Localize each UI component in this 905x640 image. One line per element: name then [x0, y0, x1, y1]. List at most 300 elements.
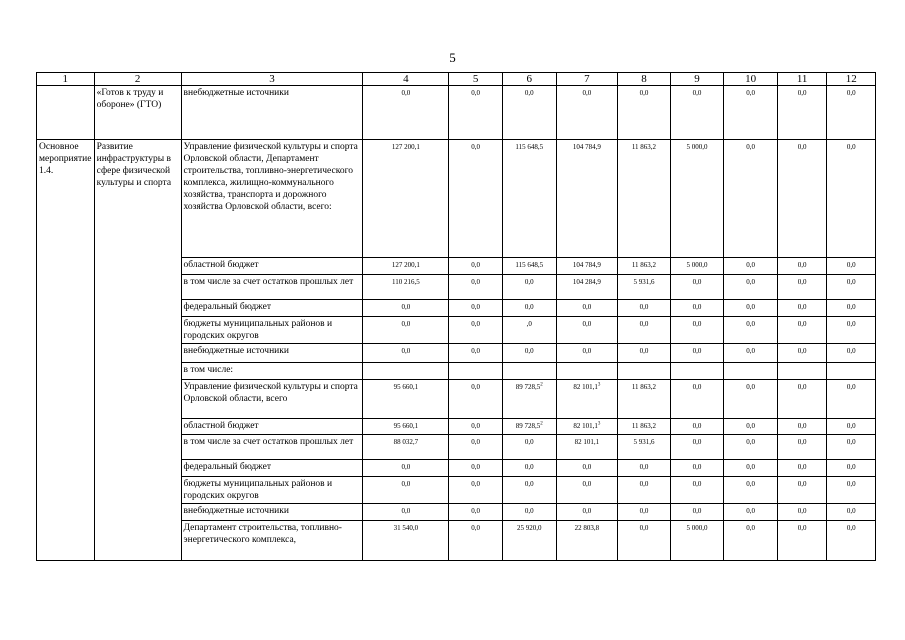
page-number: 5: [449, 50, 456, 65]
cell-amount: [363, 140, 449, 258]
column-header: 9: [670, 73, 724, 86]
amount-value: 0,0: [746, 422, 755, 430]
amount-value: 0,0: [582, 89, 592, 97]
amount-value: 0,0: [582, 463, 592, 471]
cell-amount: [502, 380, 556, 419]
cell-amount: [449, 258, 503, 275]
cell-amount: [363, 344, 449, 363]
cell-amount: [777, 477, 827, 504]
cell-amount: [556, 86, 618, 140]
cell-amount: [724, 258, 778, 275]
amount-value: 5 931,6: [633, 278, 655, 286]
amount-value: 0,0: [846, 480, 856, 488]
amount-value: 0,0: [797, 143, 807, 151]
cell-amount: [777, 435, 827, 460]
amount-value: 0,0: [471, 89, 481, 97]
amount-value: ,0: [526, 320, 532, 328]
amount-value: 0,0: [524, 480, 534, 488]
cell-amount: [363, 435, 449, 460]
amount-value: 0,0: [582, 480, 592, 488]
cell-amount: [670, 477, 724, 504]
cell-amount: [827, 460, 876, 477]
amount-value: 0,0: [746, 320, 755, 328]
amount-value: 31 540,0: [393, 524, 419, 532]
cell-amount: [363, 504, 449, 521]
amount-value: 5 000,0: [686, 524, 708, 532]
column-header: 12: [827, 73, 876, 86]
amount-value: 0,0: [797, 438, 807, 446]
cell-funding-source: в том числе:: [181, 363, 363, 380]
footnote-mark: 3: [597, 382, 601, 388]
cell-amount: [363, 380, 449, 419]
cell-amount: [449, 477, 503, 504]
cell-amount: [502, 521, 556, 561]
amount-value: 0,0: [639, 89, 649, 97]
footnote-mark: 2: [540, 421, 543, 427]
amount-value: 0,0: [797, 507, 807, 515]
cell-amount: [449, 300, 503, 317]
cell-amount: [502, 435, 556, 460]
cell-amount: [449, 363, 503, 380]
amount-value: 0,0: [639, 320, 649, 328]
amount-value: 0,0: [471, 480, 481, 488]
amount-value: 0,0: [797, 278, 807, 286]
amount-value: 0,0: [401, 89, 411, 97]
amount-value: 95 660,1: [393, 383, 419, 391]
amount-value: 11 863,2: [631, 383, 657, 391]
cell-amount: [827, 140, 876, 258]
cell-funding-source: в том числе за счет остатков прошлых лет: [181, 435, 363, 460]
amount-value: 0,0: [692, 480, 702, 488]
cell-amount: [827, 521, 876, 561]
cell-amount: [724, 275, 778, 300]
amount-value: 0,0: [582, 303, 592, 311]
amount-value: 25 920,0: [516, 524, 542, 532]
column-header: 11: [777, 73, 827, 86]
cell-amount: [724, 86, 778, 140]
cell-amount: [449, 344, 503, 363]
amount-value: 0,0: [846, 143, 856, 151]
amount-value: 82 101,1: [574, 438, 600, 446]
cell-amount: [777, 300, 827, 317]
amount-value: 0,0: [746, 524, 755, 532]
amount-value: 82 101,1: [573, 422, 598, 430]
cell-amount: [556, 460, 618, 477]
amount-value: 0,0: [692, 89, 702, 97]
cell-amount: [502, 317, 556, 344]
amount-value: 0,0: [471, 438, 481, 446]
cell-amount: [618, 504, 671, 521]
amount-value: 89 728,5: [515, 383, 541, 391]
cell-amount: [670, 317, 724, 344]
cell-amount: [618, 140, 671, 258]
amount-value: 0,0: [846, 507, 856, 515]
amount-value: 0,0: [746, 383, 755, 391]
amount-value: 0,0: [746, 347, 755, 355]
cell-amount: [363, 363, 449, 380]
amount-value: 0,0: [524, 303, 534, 311]
cell-amount: [449, 460, 503, 477]
cell-amount: [449, 504, 503, 521]
cell-amount: [670, 419, 724, 435]
cell-amount: [449, 380, 503, 419]
column-header: 2: [94, 73, 181, 86]
cell-amount: [777, 419, 827, 435]
amount-value: 0,0: [639, 303, 649, 311]
cell-amount: [502, 460, 556, 477]
column-header: 1: [37, 73, 95, 86]
cell-amount: [502, 363, 556, 380]
amount-value: 0,0: [797, 320, 807, 328]
cell-amount: [502, 86, 556, 140]
amount-value: 0,0: [692, 347, 702, 355]
cell-amount: [618, 317, 671, 344]
cell-amount: [618, 86, 671, 140]
cell-amount: [618, 363, 671, 380]
amount-value: 104 784,9: [572, 261, 601, 269]
amount-value: 0,0: [846, 463, 856, 471]
amount-value: 0,0: [639, 524, 649, 532]
cell-amount: [502, 258, 556, 275]
cell-amount: [724, 344, 778, 363]
cell-amount: [724, 419, 778, 435]
amount-value: 0,0: [846, 278, 856, 286]
cell-event-number: Основное мероприятие 1.4.: [37, 140, 95, 561]
amount-value: 0,0: [524, 278, 534, 286]
amount-value: 115 648,5: [515, 143, 544, 151]
amount-value: 0,0: [797, 89, 807, 97]
cell-amount: [724, 300, 778, 317]
cell-funding-source: внебюджетные источники: [181, 344, 363, 363]
cell-amount: [556, 317, 618, 344]
amount-value: 11 863,2: [631, 261, 657, 269]
column-header: 8: [618, 73, 671, 86]
amount-value: 127 200,1: [391, 261, 420, 269]
amount-value: 115 648,5: [515, 261, 544, 269]
cell-amount: [502, 504, 556, 521]
amount-value: 5 000,0: [686, 143, 708, 151]
column-header: 10: [724, 73, 778, 86]
amount-value: 0,0: [471, 383, 481, 391]
cell-amount: [556, 275, 618, 300]
amount-value: 22 803,8: [574, 524, 600, 532]
amount-value: 0,0: [797, 524, 807, 532]
cell-amount: [363, 317, 449, 344]
amount-value: 0,0: [524, 507, 534, 515]
cell-amount: [724, 363, 778, 380]
amount-value: 127 200,1: [391, 143, 420, 151]
amount-value: 0,0: [692, 507, 702, 515]
cell-amount: [670, 258, 724, 275]
cell-amount: [827, 504, 876, 521]
cell-amount: [777, 140, 827, 258]
cell-amount: [670, 275, 724, 300]
cell-amount: [363, 477, 449, 504]
cell-amount: [827, 419, 876, 435]
cell-amount: [670, 521, 724, 561]
cell-amount: [724, 140, 778, 258]
cell-amount: [618, 419, 671, 435]
cell-amount: [449, 419, 503, 435]
cell-amount: [777, 363, 827, 380]
cell-amount: [449, 275, 503, 300]
column-header: 4: [363, 73, 449, 86]
cell-amount: [556, 435, 618, 460]
amount-value: 95 660,1: [393, 422, 419, 430]
amount-value: 0,0: [524, 347, 534, 355]
cell-funding-source: бюджеты муниципальных районов и городских округов: [181, 317, 363, 344]
cell-amount: [777, 460, 827, 477]
amount-value: 0,0: [401, 320, 411, 328]
cell-amount: [502, 300, 556, 317]
amount-value: 0,0: [471, 524, 481, 532]
column-header: 5: [449, 73, 503, 86]
cell-amount: [724, 380, 778, 419]
amount-value: 0,0: [692, 422, 702, 430]
cell-amount: [618, 460, 671, 477]
cell-amount: [556, 521, 618, 561]
cell-amount: [777, 504, 827, 521]
cell-amount: [724, 504, 778, 521]
cell-amount: [724, 317, 778, 344]
amount-value: 0,0: [846, 524, 856, 532]
amount-value: 0,0: [471, 261, 481, 269]
cell-funding-source: областной бюджет: [181, 419, 363, 435]
amount-value: 0,0: [746, 480, 755, 488]
cell-funding-source: областной бюджет: [181, 258, 363, 275]
amount-value: 0,0: [471, 347, 481, 355]
amount-value: 0,0: [846, 438, 856, 446]
column-header: 6: [502, 73, 556, 86]
cell-amount: [724, 435, 778, 460]
amount-value: 0,0: [746, 463, 755, 471]
cell-event-number: [37, 86, 95, 140]
amount-value: 0,0: [797, 480, 807, 488]
cell-amount: [827, 275, 876, 300]
cell-amount: [502, 140, 556, 258]
footnote-mark: 2: [540, 382, 543, 388]
amount-value: 0,0: [746, 261, 755, 269]
amount-value: 0,0: [797, 303, 807, 311]
amount-value: 0,0: [524, 89, 534, 97]
column-number-row: [37, 73, 876, 86]
cell-amount: [502, 344, 556, 363]
amount-value: 0,0: [582, 507, 592, 515]
cell-funding-source: Департамент строительства, топливно-энергетического комплекса,: [181, 521, 363, 561]
cell-funding-source: федеральный бюджет: [181, 300, 363, 317]
cell-amount: [670, 344, 724, 363]
amount-value: 0,0: [746, 278, 755, 286]
cell-amount: [670, 380, 724, 419]
cell-amount: [670, 140, 724, 258]
cell-event-name: «Готов к труду и обороне» (ГТО): [94, 86, 181, 140]
cell-amount: [670, 460, 724, 477]
cell-amount: [827, 258, 876, 275]
amount-value: 0,0: [797, 261, 807, 269]
amount-value: 0,0: [797, 383, 807, 391]
cell-amount: [724, 521, 778, 561]
amount-value: 0,0: [746, 143, 755, 151]
cell-amount: [363, 521, 449, 561]
cell-amount: [670, 504, 724, 521]
amount-value: 0,0: [746, 89, 755, 97]
footnote-mark: 3: [597, 421, 601, 427]
amount-value: 0,0: [797, 463, 807, 471]
cell-amount: [827, 363, 876, 380]
cell-amount: [449, 435, 503, 460]
cell-amount: [827, 435, 876, 460]
amount-value: 0,0: [471, 463, 481, 471]
cell-amount: [777, 275, 827, 300]
cell-amount: [724, 477, 778, 504]
amount-value: 0,0: [401, 347, 411, 355]
cell-amount: [556, 140, 618, 258]
amount-value: 0,0: [639, 480, 649, 488]
amount-value: 0,0: [692, 438, 702, 446]
amount-value: 0,0: [846, 303, 856, 311]
amount-value: 0,0: [471, 278, 481, 286]
cell-amount: [449, 140, 503, 258]
cell-amount: [827, 380, 876, 419]
cell-amount: [777, 521, 827, 561]
cell-amount: [618, 344, 671, 363]
amount-value: 0,0: [639, 347, 649, 355]
amount-value: 0,0: [401, 480, 411, 488]
cell-funding-source: Управление физической культуры и спорта Орловской области, Департамент строительства, топливно-энергетического комплекса, жилищно-коммунального хозяйства, транспорта и дорожного хозяйства Орловской области, всего:: [181, 140, 363, 258]
cell-amount: [827, 477, 876, 504]
amount-value: 0,0: [746, 507, 755, 515]
cell-amount: [502, 275, 556, 300]
amount-value: 0,0: [846, 320, 856, 328]
cell-amount: [670, 300, 724, 317]
cell-amount: [363, 275, 449, 300]
amount-value: 82 101,1: [573, 383, 598, 391]
amount-value: 0,0: [692, 320, 702, 328]
cell-amount: [724, 460, 778, 477]
amount-value: 0,0: [692, 383, 702, 391]
amount-value: 0,0: [692, 278, 702, 286]
amount-value: 0,0: [471, 303, 481, 311]
amount-value: 0,0: [471, 320, 481, 328]
cell-amount: [363, 258, 449, 275]
amount-value: 0,0: [846, 89, 856, 97]
cell-amount: [777, 317, 827, 344]
column-header: 3: [181, 73, 363, 86]
amount-value: 104 784,9: [572, 143, 601, 151]
table-row: [37, 140, 876, 258]
cell-amount: [502, 419, 556, 435]
amount-value: 0,0: [471, 507, 481, 515]
cell-amount: [827, 86, 876, 140]
cell-amount: [618, 477, 671, 504]
cell-event-name: Развитие инфраструктуры в сфере физической культуры и спорта: [94, 140, 181, 561]
amount-value: 0,0: [692, 303, 702, 311]
cell-amount: [556, 300, 618, 317]
cell-amount: [556, 344, 618, 363]
amount-value: 5 000,0: [686, 261, 708, 269]
cell-funding-source: бюджеты муниципальных районов и городских округов: [181, 477, 363, 504]
cell-amount: [670, 363, 724, 380]
cell-amount: [449, 317, 503, 344]
cell-amount: [670, 435, 724, 460]
cell-amount: [556, 504, 618, 521]
amount-value: 89 728,5: [515, 422, 541, 430]
cell-amount: [363, 300, 449, 317]
amount-value: 0,0: [401, 303, 411, 311]
cell-amount: [777, 258, 827, 275]
cell-amount: [618, 380, 671, 419]
cell-amount: [827, 317, 876, 344]
amount-value: 0,0: [846, 347, 856, 355]
amount-value: 0,0: [846, 261, 856, 269]
amount-value: 0,0: [401, 463, 411, 471]
cell-funding-source: Управление физической культуры и спорта Орловской области, всего: [181, 380, 363, 419]
cell-amount: [556, 380, 618, 419]
amount-value: 88 032,7: [393, 438, 419, 446]
amount-value: 0,0: [471, 143, 481, 151]
cell-amount: [618, 521, 671, 561]
cell-amount: [827, 344, 876, 363]
cell-amount: [363, 86, 449, 140]
cell-amount: [363, 460, 449, 477]
amount-value: 11 863,2: [631, 143, 657, 151]
cell-amount: [449, 86, 503, 140]
table-row: [37, 86, 876, 140]
cell-amount: [618, 435, 671, 460]
amount-value: 0,0: [639, 507, 649, 515]
amount-value: 0,0: [524, 438, 534, 446]
amount-value: 0,0: [471, 422, 481, 430]
cell-amount: [449, 521, 503, 561]
amount-value: 11 863,2: [631, 422, 657, 430]
cell-amount: [777, 344, 827, 363]
cell-amount: [502, 477, 556, 504]
amount-value: 0,0: [797, 422, 807, 430]
cell-funding-source: в том числе за счет остатков прошлых лет: [181, 275, 363, 300]
amount-value: 0,0: [582, 320, 592, 328]
budget-table: [36, 72, 876, 561]
amount-value: 104 284,9: [572, 278, 601, 286]
amount-value: 0,0: [746, 303, 755, 311]
cell-amount: [363, 419, 449, 435]
amount-value: 0,0: [846, 383, 856, 391]
amount-value: 0,0: [692, 463, 702, 471]
cell-funding-source: внебюджетные источники: [181, 86, 363, 140]
cell-amount: [777, 380, 827, 419]
amount-value: 0,0: [524, 463, 534, 471]
cell-funding-source: федеральный бюджет: [181, 460, 363, 477]
cell-amount: [618, 258, 671, 275]
amount-value: 0,0: [846, 422, 856, 430]
cell-amount: [556, 258, 618, 275]
cell-amount: [827, 300, 876, 317]
amount-value: 0,0: [746, 438, 755, 446]
column-header: 7: [556, 73, 618, 86]
amount-value: 0,0: [401, 507, 411, 515]
amount-value: 0,0: [582, 347, 592, 355]
cell-amount: [556, 419, 618, 435]
cell-funding-source: внебюджетные источники: [181, 504, 363, 521]
amount-value: 5 931,6: [633, 438, 655, 446]
cell-amount: [556, 477, 618, 504]
cell-amount: [556, 363, 618, 380]
cell-amount: [670, 86, 724, 140]
cell-amount: [618, 300, 671, 317]
cell-amount: [618, 275, 671, 300]
amount-value: 0,0: [797, 347, 807, 355]
cell-amount: [777, 86, 827, 140]
amount-value: 0,0: [639, 463, 649, 471]
